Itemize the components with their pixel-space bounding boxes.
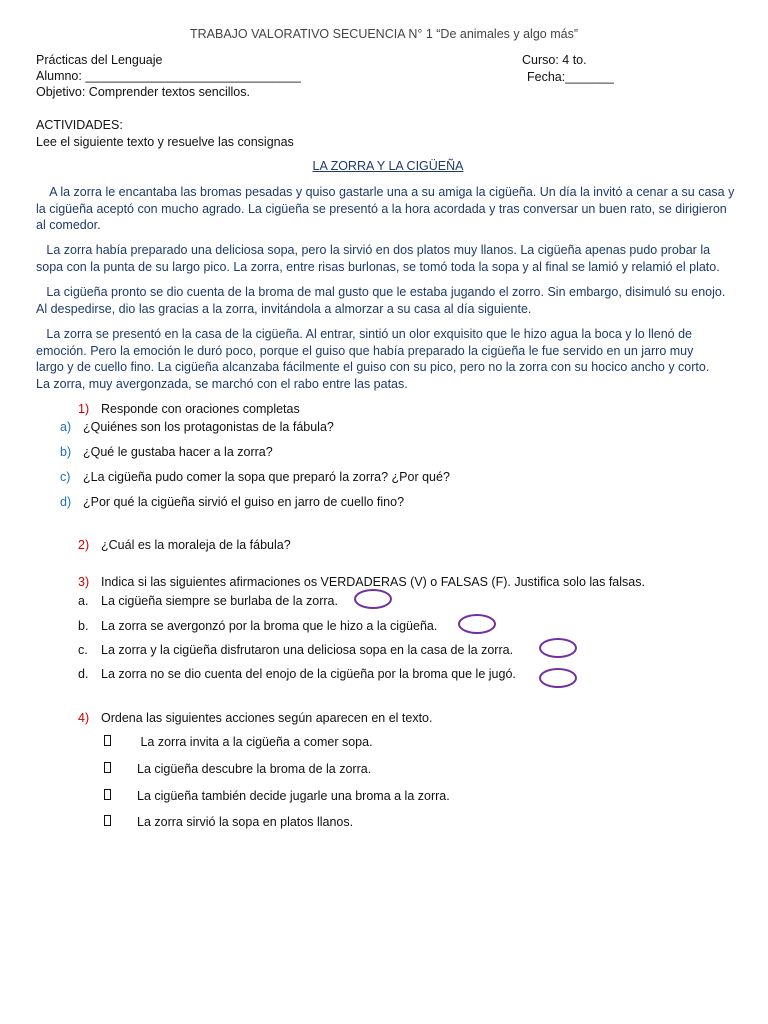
student-field: Alumno: _______________________________ bbox=[36, 69, 301, 83]
subject-label: Prácticas del Lenguaje bbox=[36, 53, 163, 67]
question-2-number: 2) bbox=[78, 538, 90, 552]
order-box[interactable] bbox=[104, 813, 111, 829]
story-line: La zorra había preparado una deliciosa sopa, pero la sirvió en dos platos muy llanos. La cigüeña apenas pudo probar la bbox=[36, 243, 711, 257]
question-3-item: La zorra se avergonzó por la broma que le hizo a la cigüeña. bbox=[101, 619, 438, 633]
story-line: La zorra, muy avergonzada, se marchó con el rabo entre las patas. bbox=[36, 376, 408, 391]
question-1-item: ¿La cigüeña pudo comer la sopa que preparó la zorra? ¿Por qué? bbox=[83, 470, 450, 484]
course-label: Curso: 4 to. bbox=[522, 53, 587, 67]
story-line: A la zorra le encantaba las bromas pesadas y quiso gastarle una a su amiga la cigüeña. Un día la invitó a cenar a su casa y bbox=[36, 185, 735, 199]
answer-circle[interactable] bbox=[539, 668, 577, 688]
checkbox-icon bbox=[104, 789, 111, 800]
answer-circle[interactable] bbox=[354, 589, 392, 609]
story-line: la cigüeña aceptó con mucho agrado. La cigüeña se presentó a la hora acordada y tras conversar un buen rato, se dirigieron bbox=[36, 201, 727, 216]
order-box[interactable] bbox=[104, 733, 111, 749]
question-2-text: ¿Cuál es la moraleja de la fábula? bbox=[101, 538, 291, 552]
order-item: La cigüeña descubre la broma de la zorra. bbox=[137, 762, 372, 776]
question-1-number: 1) bbox=[78, 402, 90, 416]
story-line: emoción. Pero la emoción le duró poco, porque el guiso que había preparado la cigüeña le fue servido en un jarro muy bbox=[36, 343, 694, 358]
story-line: Al despedirse, dio las gracias a la zorra, invitándola a almorzar a su casa al día siguiente. bbox=[36, 301, 532, 316]
question-1-item-letter: c) bbox=[60, 470, 71, 484]
question-3-item-letter: d. bbox=[78, 667, 89, 681]
answer-circle[interactable] bbox=[539, 638, 577, 658]
order-item: La zorra sirvió la sopa en platos llanos. bbox=[137, 815, 354, 829]
question-3-item: La zorra y la cigüeña disfrutaron una deliciosa sopa en la casa de la zorra. bbox=[101, 643, 514, 657]
question-4-text: Ordena las siguientes acciones según aparecen en el texto. bbox=[101, 711, 433, 725]
activities-heading: ACTIVIDADES: bbox=[36, 118, 123, 132]
question-3-item: La cigüeña siempre se burlaba de la zorra. bbox=[101, 594, 338, 608]
question-4-number: 4) bbox=[78, 711, 90, 725]
order-item: La cigüeña también decide jugarle una broma a la zorra. bbox=[137, 789, 450, 803]
story-line: La zorra se presentó en la casa de la cigüeña. Al entrar, sintió un olor exquisito que le hizo agua la boca y lo llenó de bbox=[36, 327, 692, 341]
order-box[interactable] bbox=[104, 760, 111, 776]
question-3-number: 3) bbox=[78, 575, 90, 589]
question-1-item: ¿Por qué la cigüeña sirvió el guiso en jarro de cuello fino? bbox=[83, 495, 405, 509]
question-3-item: La zorra no se dio cuenta del enojo de la cigüeña por la broma que le jugó. bbox=[101, 667, 516, 681]
question-1-item: ¿Quiénes son los protagonistas de la fábula? bbox=[83, 420, 334, 434]
story-paragraph bbox=[36, 284, 748, 317]
question-3-text: Indica si las siguientes afirmaciones os VERDADERAS (V) o FALSAS (F). Justifica solo las falsas. bbox=[101, 575, 645, 589]
question-3-item-letter: a. bbox=[78, 594, 89, 608]
checkbox-icon bbox=[104, 815, 111, 826]
question-1-item: ¿Qué le gustaba hacer a la zorra? bbox=[83, 445, 273, 459]
order-item: La zorra invita a la cigüeña a comer sopa. bbox=[137, 735, 373, 749]
objective-label: Objetivo: Comprender textos sencillos. bbox=[36, 85, 250, 99]
checkbox-icon bbox=[104, 762, 111, 773]
question-3-item-letter: c. bbox=[78, 643, 88, 657]
question-1-item-letter: b) bbox=[60, 445, 72, 459]
question-3-item-letter: b. bbox=[78, 619, 89, 633]
story-line: La cigüeña pronto se dio cuenta de la broma de mal gusto que le estaba jugando el zorro. Sin embargo, disimuló su enojo. bbox=[36, 285, 726, 299]
order-box[interactable] bbox=[104, 787, 111, 803]
question-1-item-letter: d) bbox=[60, 495, 72, 509]
question-1-item-letter: a) bbox=[60, 420, 72, 434]
story-paragraph bbox=[36, 242, 748, 275]
story-line: largo y de cuello fino. La cigüeña alcanzaba fácilmente el guiso con su pico, pero no la zorra con su hocico ancho y corto. bbox=[36, 360, 710, 374]
answer-circle[interactable] bbox=[458, 614, 496, 634]
story-paragraph bbox=[36, 326, 748, 392]
story-line: sopa con la punta de su largo pico. La zorra, entre risas burlonas, se tomó toda la sopa y al final se lamió y relamió el plato. bbox=[36, 259, 720, 274]
story-line: al comedor. bbox=[36, 218, 101, 232]
date-field: Fecha:_______ bbox=[527, 70, 614, 84]
document-title: TRABAJO VALORATIVO SECUENCIA N° 1 “De animales y algo más” bbox=[190, 27, 578, 41]
checkbox-icon bbox=[104, 735, 111, 746]
story-title: LA ZORRA Y LA CIGÜEÑA bbox=[312, 159, 464, 173]
question-1-text: Responde con oraciones completas bbox=[101, 402, 300, 416]
story-paragraph bbox=[36, 184, 748, 234]
activities-instruction: Lee el siguiente texto y resuelve las consignas bbox=[36, 135, 294, 149]
